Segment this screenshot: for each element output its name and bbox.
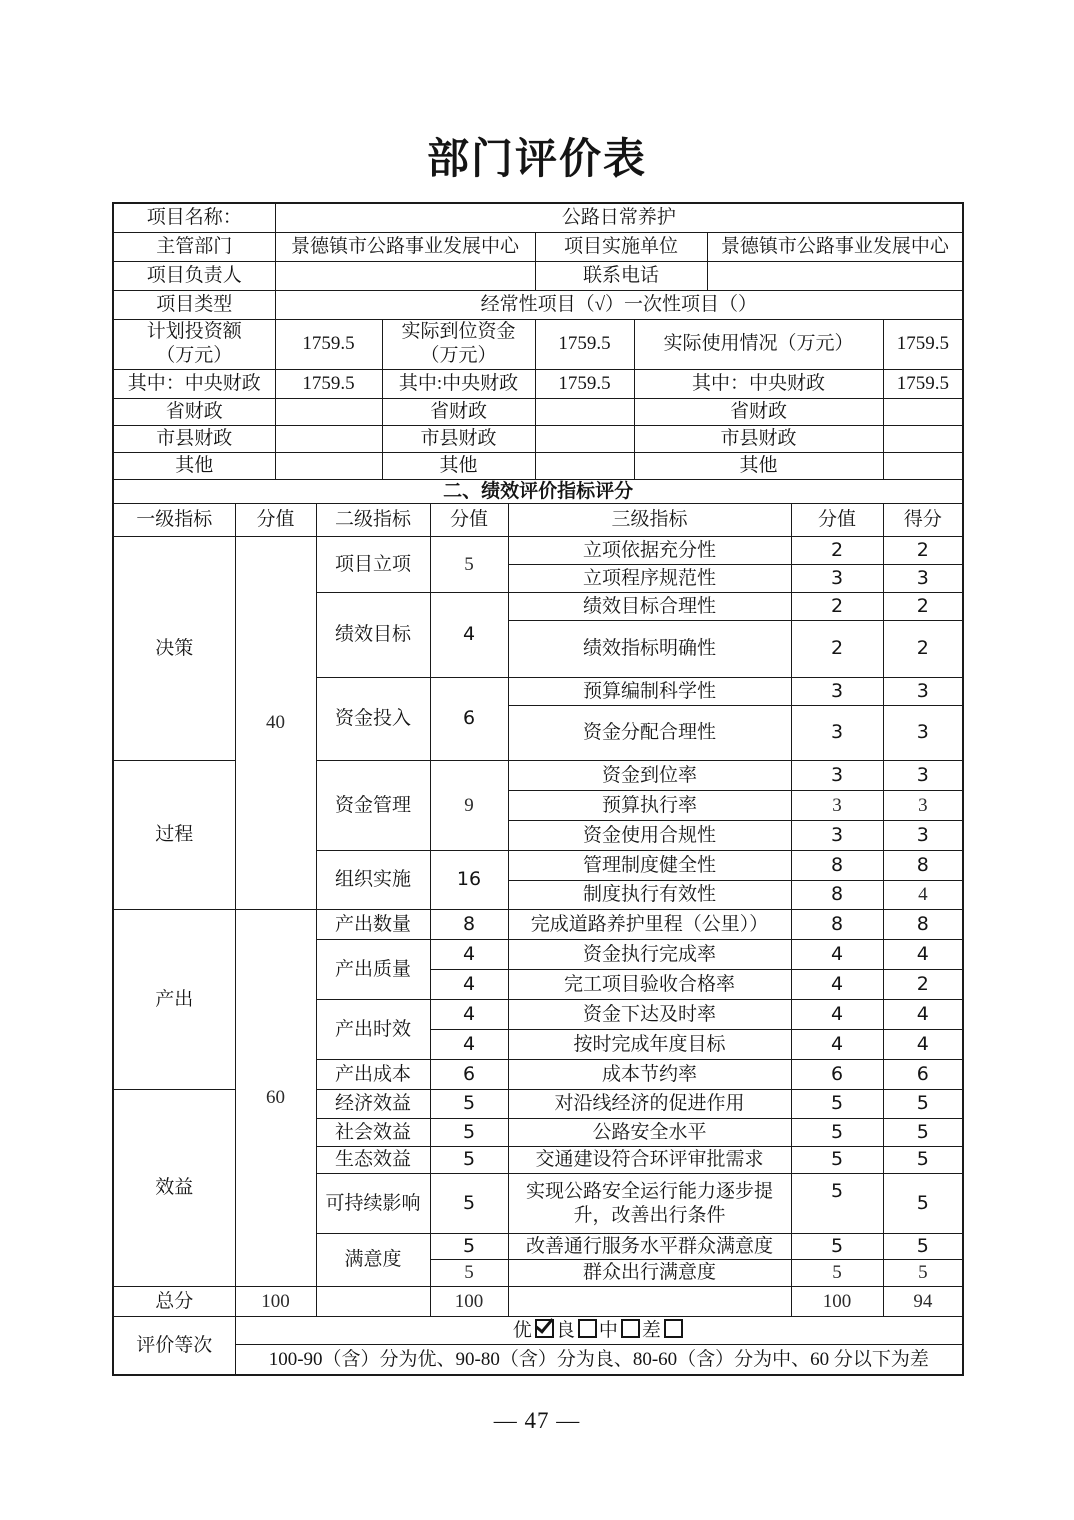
indicator-name: 立项依据充分性 xyxy=(508,537,791,565)
level2-zjgl: 资金管理 xyxy=(316,761,430,851)
level2-cssl: 产出数量 xyxy=(316,910,430,940)
prov-value-2 xyxy=(535,398,634,425)
indicator-earned: 4 xyxy=(883,1030,963,1060)
level1-xiaoyi: 效益 xyxy=(113,1090,235,1287)
central-value-3: 1759.5 xyxy=(883,369,963,398)
other-label-2: 其他 xyxy=(382,452,535,479)
impl-unit-value: 景德镇市公路事业发展中心 xyxy=(707,232,963,261)
level2-score: 4 xyxy=(430,593,508,678)
type-label: 项目类型 xyxy=(113,290,275,319)
indicator-name: 预算执行率 xyxy=(508,791,791,821)
level2-score: 5 xyxy=(430,1147,508,1174)
level2-score: 5 xyxy=(430,1234,508,1260)
total-score-1: 100 xyxy=(235,1287,316,1317)
actual-usage-value: 1759.5 xyxy=(883,319,963,369)
header-score3: 分值 xyxy=(791,504,883,537)
indicator-name: 绩效指标明确性 xyxy=(508,621,791,678)
project-name-label: 项目名称： xyxy=(113,203,275,232)
total-score-3: 100 xyxy=(791,1287,883,1317)
level2-stxy: 生态效益 xyxy=(316,1147,430,1174)
level2-score: 4 xyxy=(430,1030,508,1060)
indicator-name: 成本节约率 xyxy=(508,1060,791,1090)
indicator-score: 8 xyxy=(791,910,883,940)
indicator-name: 改善通行服务水平群众满意度 xyxy=(508,1234,791,1260)
indicator-earned: 4 xyxy=(883,881,963,910)
level2-score: 16 xyxy=(430,851,508,910)
dept-value: 景德镇市公路事业发展中心 xyxy=(275,232,535,261)
level2-score: 4 xyxy=(430,1000,508,1030)
indicator-name: 交通建设符合环评审批需求 xyxy=(508,1147,791,1174)
prov-value-1 xyxy=(275,398,382,425)
central-value-1: 1759.5 xyxy=(275,369,382,398)
central-value-2: 1759.5 xyxy=(535,369,634,398)
other-value-3 xyxy=(883,452,963,479)
indicator-name: 资金分配合理性 xyxy=(508,706,791,761)
indicator-earned: 8 xyxy=(883,851,963,881)
level2-score: 6 xyxy=(430,1060,508,1090)
indicator-score: 4 xyxy=(791,970,883,1000)
row-project-type xyxy=(113,290,963,319)
phone-label: 联系电话 xyxy=(535,261,707,290)
indicator-earned: 2 xyxy=(883,537,963,565)
level2-jjxy: 经济效益 xyxy=(316,1090,430,1119)
header-level1: 一级指标 xyxy=(113,504,235,537)
level2-score: 6 xyxy=(430,678,508,761)
grade-option-poor: 差 xyxy=(642,1320,685,1341)
indicator-score: 8 xyxy=(791,881,883,910)
row-central-finance xyxy=(113,369,963,398)
other-label-1: 其他 xyxy=(113,452,275,479)
indicator-name: 预算编制科学性 xyxy=(508,678,791,706)
indicator-name: 立项程序规范性 xyxy=(508,565,791,593)
page-title: 部门评价表 xyxy=(426,134,647,183)
indicator-earned: 3 xyxy=(883,706,963,761)
level2-lixiang: 项目立项 xyxy=(316,537,430,593)
row-total xyxy=(113,1287,963,1317)
indicator-earned: 3 xyxy=(883,791,963,821)
level2-score: 5 xyxy=(430,1119,508,1147)
indicator-row xyxy=(113,537,963,565)
indicator-earned: 3 xyxy=(883,761,963,791)
total-score-2: 100 xyxy=(430,1287,508,1317)
indicator-score: 2 xyxy=(791,593,883,621)
level1-guocheng: 过程 xyxy=(113,761,235,910)
level2-score: 5 xyxy=(430,537,508,593)
level2-score: 5 xyxy=(430,1260,508,1287)
level2-zzss: 组织实施 xyxy=(316,851,430,910)
actual-funds-label: 实际到位资金 （万元） xyxy=(382,319,535,369)
level1-chanchu: 产出 xyxy=(113,910,235,1090)
row-indicator-header xyxy=(113,504,963,537)
row-section2-title xyxy=(113,479,963,504)
page-number: — 47 — xyxy=(493,1408,581,1433)
level2-shxy: 社会效益 xyxy=(316,1119,430,1147)
central-label-3: 其中：中央财政 xyxy=(634,369,883,398)
indicator-earned: 2 xyxy=(883,593,963,621)
checkbox-empty-icon xyxy=(578,1319,597,1338)
header-earned: 得分 xyxy=(883,504,963,537)
indicator-earned: 4 xyxy=(883,940,963,970)
grade-option-good: 良 xyxy=(556,1320,599,1341)
county-label-2: 市县财政 xyxy=(382,425,535,452)
other-label-3: 其他 xyxy=(634,452,883,479)
grade-option-excellent: 优 xyxy=(513,1320,556,1341)
type-value: 经常性项目（√）一次性项目（） xyxy=(275,290,963,319)
level1-score-40: 40 xyxy=(235,537,316,910)
indicator-name: 绩效目标合理性 xyxy=(508,593,791,621)
phone-value xyxy=(707,261,963,290)
grade-note: 100-90（含）分为优、90-80（含）分为良、80-60（含）分为中、60 分以下为差 xyxy=(235,1345,963,1375)
row-county-finance xyxy=(113,425,963,452)
indicator-name: 资金使用合规性 xyxy=(508,821,791,851)
row-project-name xyxy=(113,203,963,232)
actual-usage-label: 实际使用情况（万元） xyxy=(634,319,883,369)
indicator-score: 2 xyxy=(791,537,883,565)
header-level2: 二级指标 xyxy=(316,504,430,537)
indicator-name: 按时完成年度目标 xyxy=(508,1030,791,1060)
level2-cssx: 产出时效 xyxy=(316,1000,430,1060)
indicator-earned: 5 xyxy=(883,1234,963,1260)
indicator-score: 4 xyxy=(791,1000,883,1030)
row-invest-plan xyxy=(113,319,963,369)
county-label-3: 市县财政 xyxy=(634,425,883,452)
indicator-score: 2 xyxy=(791,621,883,678)
project-name-value: 公路日常养护 xyxy=(275,203,963,232)
indicator-score: 4 xyxy=(791,1030,883,1060)
level2-score: 9 xyxy=(430,761,508,851)
level1-score-60: 60 xyxy=(235,910,316,1287)
total-label: 总分 xyxy=(113,1287,235,1317)
level2-score: 5 xyxy=(430,1174,508,1234)
county-value-2 xyxy=(535,425,634,452)
indicator-name: 对沿线经济的促进作用 xyxy=(508,1090,791,1119)
indicator-earned: 3 xyxy=(883,821,963,851)
total-empty-1 xyxy=(316,1287,430,1317)
level2-zjtr: 资金投入 xyxy=(316,678,430,761)
actual-funds-value: 1759.5 xyxy=(535,319,634,369)
indicator-score: 5 xyxy=(791,1234,883,1260)
checkbox-empty-icon xyxy=(664,1319,683,1338)
plan-invest-label: 计划投资额 （万元） xyxy=(113,319,275,369)
grade-option-medium: 中 xyxy=(599,1320,642,1341)
indicator-earned: 4 xyxy=(883,1000,963,1030)
row-provincial-finance xyxy=(113,398,963,425)
indicator-earned: 5 xyxy=(883,1260,963,1287)
level2-score: 4 xyxy=(430,970,508,1000)
leader-label: 项目负责人 xyxy=(113,261,275,290)
indicator-name: 完工项目验收合格率 xyxy=(508,970,791,1000)
central-label-1: 其中：中央财政 xyxy=(113,369,275,398)
level1-juece: 决策 xyxy=(113,537,235,761)
indicator-earned: 2 xyxy=(883,970,963,1000)
section2-title: 二、绩效评价指标评分 xyxy=(113,479,963,504)
indicator-earned: 5 xyxy=(883,1090,963,1119)
level2-kcxyx: 可持续影响 xyxy=(316,1174,430,1234)
total-earned: 94 xyxy=(883,1287,963,1317)
checkbox-empty-icon xyxy=(621,1319,640,1338)
indicator-name: 实现公路安全运行能力逐步提 升，改善出行条件 xyxy=(508,1174,791,1234)
indicator-score: 5 xyxy=(791,1119,883,1147)
county-value-1 xyxy=(275,425,382,452)
row-grade-note xyxy=(113,1345,963,1375)
indicator-earned: 5 xyxy=(883,1119,963,1147)
prov-label-1: 省财政 xyxy=(113,398,275,425)
indicator-row xyxy=(113,910,963,940)
indicator-score: 6 xyxy=(791,1060,883,1090)
indicator-name: 制度执行有效性 xyxy=(508,881,791,910)
grade-options xyxy=(235,1317,963,1345)
indicator-earned: 8 xyxy=(883,910,963,940)
indicator-name: 群众出行满意度 xyxy=(508,1260,791,1287)
header-level3: 三级指标 xyxy=(508,504,791,537)
level2-score: 5 xyxy=(430,1090,508,1119)
indicator-score: 5 xyxy=(791,1147,883,1174)
indicator-score: 5 xyxy=(791,1090,883,1119)
indicator-name: 资金执行完成率 xyxy=(508,940,791,970)
dept-label: 主管部门 xyxy=(113,232,275,261)
prov-label-2: 省财政 xyxy=(382,398,535,425)
prov-value-3 xyxy=(883,398,963,425)
indicator-score: 3 xyxy=(791,791,883,821)
total-empty-2 xyxy=(508,1287,791,1317)
row-other-finance xyxy=(113,452,963,479)
indicator-score: 5 xyxy=(791,1174,883,1234)
indicator-name: 公路安全水平 xyxy=(508,1119,791,1147)
leader-value xyxy=(275,261,535,290)
plan-invest-value: 1759.5 xyxy=(275,319,382,369)
grade-label: 评价等次 xyxy=(113,1317,235,1375)
checkbox-checked-icon xyxy=(535,1319,554,1338)
other-value-1 xyxy=(275,452,382,479)
indicator-score: 5 xyxy=(791,1260,883,1287)
header-score1: 分值 xyxy=(235,504,316,537)
county-label-1: 市县财政 xyxy=(113,425,275,452)
level2-jxmb: 绩效目标 xyxy=(316,593,430,678)
indicator-score: 3 xyxy=(791,706,883,761)
row-department xyxy=(113,232,963,261)
indicator-name: 资金下达及时率 xyxy=(508,1000,791,1030)
indicator-name: 完成道路养护里程（公里）） xyxy=(508,910,791,940)
indicator-earned: 3 xyxy=(883,678,963,706)
indicator-score: 3 xyxy=(791,821,883,851)
indicator-name: 管理制度健全性 xyxy=(508,851,791,881)
indicator-earned: 2 xyxy=(883,621,963,678)
row-leader xyxy=(113,261,963,290)
evaluation-table xyxy=(112,202,964,1376)
impl-unit-label: 项目实施单位 xyxy=(535,232,707,261)
indicator-score: 3 xyxy=(791,678,883,706)
level2-score: 8 xyxy=(430,910,508,940)
indicator-earned: 5 xyxy=(883,1174,963,1234)
indicator-score: 8 xyxy=(791,851,883,881)
indicator-earned: 6 xyxy=(883,1060,963,1090)
indicator-earned: 5 xyxy=(883,1147,963,1174)
indicator-name: 资金到位率 xyxy=(508,761,791,791)
indicator-score: 3 xyxy=(791,565,883,593)
prov-label-3: 省财政 xyxy=(634,398,883,425)
level2-myd: 满意度 xyxy=(316,1234,430,1287)
indicator-score: 4 xyxy=(791,940,883,970)
indicator-earned: 3 xyxy=(883,565,963,593)
level2-score: 4 xyxy=(430,940,508,970)
other-value-2 xyxy=(535,452,634,479)
level2-cszl: 产出质量 xyxy=(316,940,430,1000)
row-grade-options xyxy=(113,1317,963,1345)
central-label-2: 其中:中央财政 xyxy=(382,369,535,398)
indicator-score: 3 xyxy=(791,761,883,791)
level2-cscb: 产出成本 xyxy=(316,1060,430,1090)
county-value-3 xyxy=(883,425,963,452)
header-score2: 分值 xyxy=(430,504,508,537)
